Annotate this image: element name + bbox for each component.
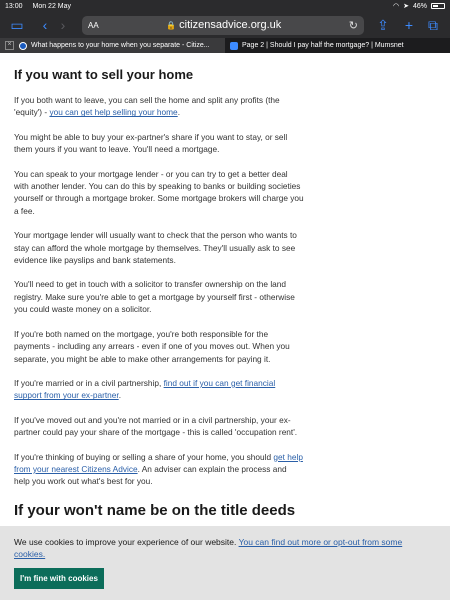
paragraph: If you're married or in a civil partnership, find out if you can get financial support from your ex-partner. bbox=[14, 377, 276, 401]
sidebar-icon[interactable]: ▭ bbox=[10, 17, 24, 33]
paragraph: You might be able to buy your ex-partner's share if you want to stay, or sell them yours if you want to leave. You'll need a mortgage. bbox=[14, 131, 288, 155]
forward-icon[interactable]: › bbox=[60, 17, 66, 33]
status-bar bbox=[0, 0, 450, 12]
status-right bbox=[393, 2, 445, 10]
citizens-advice-favicon-icon bbox=[19, 42, 27, 50]
cookie-message: We use cookies to improve your experience of our website. You can find out more or opt-out from some cookies. bbox=[14, 537, 403, 559]
status-date: Mon 22 May bbox=[32, 2, 72, 10]
financial-support-link[interactable]: find out if you can get financial support from your ex-partner bbox=[14, 377, 276, 401]
battery-icon bbox=[431, 3, 445, 9]
paragraph: If you both want to leave, you can sell the home and split any profits (the 'equity') - you can get help selling your home. bbox=[14, 95, 280, 118]
tab-mumsnet[interactable] bbox=[225, 38, 450, 53]
new-tab-icon[interactable]: + bbox=[404, 17, 414, 33]
url-text: citizensadvice.org.uk bbox=[179, 19, 282, 31]
tab-citizens-advice[interactable] bbox=[0, 38, 225, 53]
battery-percent: 46% bbox=[412, 2, 427, 10]
browser-toolbar bbox=[0, 12, 450, 38]
reader-aa-button[interactable]: AA bbox=[88, 20, 99, 30]
reload-icon[interactable]: ↻ bbox=[348, 19, 358, 32]
paragraph: You can speak to your mortgage lender - or you can try to get a better deal with another lender. You can do this by speaking to banks or building societies yourself or through a mortgage broker. Some mortgage brokers will charge you a fee. bbox=[14, 168, 304, 216]
paragraph: If you're both named on the mortgage, you're both responsible for the payments - including any arrears - even if one of you moves out. When you separate, you might be able to make other arrangements for paying it. bbox=[14, 328, 290, 364]
lock-icon: 🔒 bbox=[166, 21, 177, 30]
cookie-banner bbox=[0, 526, 450, 600]
next-section-heading: If your won't name be on the title deeds bbox=[14, 501, 296, 519]
address-url[interactable] bbox=[99, 19, 349, 31]
section-heading: If you want to sell your home bbox=[14, 67, 194, 82]
tab-strip bbox=[0, 38, 450, 53]
location-icon: ➤ bbox=[403, 3, 409, 10]
cookie-info-link[interactable]: You can find out more or opt-out from some cookies. bbox=[14, 537, 403, 559]
article-content bbox=[0, 53, 304, 519]
close-tab-icon[interactable]: × bbox=[5, 41, 14, 50]
citizens-advice-help-link[interactable]: get help from your nearest Citizens Advice bbox=[14, 451, 303, 474]
paragraph: You'll need to get in touch with a solicitor to transfer ownership on the land registry. Make sure you're able to get a mortgage by yourself first - otherwise you could waste money on a solicitor. bbox=[14, 279, 295, 315]
address-bar[interactable] bbox=[82, 16, 364, 35]
battery-fill bbox=[433, 5, 438, 7]
paragraph: If you're thinking of buying or selling a share of your home, you should get help from your nearest Citizens Advice. An adviser can explain the process and help you work out what's best for you. bbox=[14, 451, 303, 487]
tab-title: What happens to your home when you separate - Citize... bbox=[31, 42, 210, 49]
paragraph: Your mortgage lender will usually want to check that the person who wants to stay can afford the whole mortgage by themselves. They'll usually ask to see evidence like payslips and bank statements. bbox=[14, 230, 297, 266]
accept-cookies-button[interactable]: I'm fine with cookies bbox=[14, 568, 104, 589]
back-icon[interactable]: ‹ bbox=[42, 17, 48, 33]
sell-home-help-link[interactable]: you can get help selling your home bbox=[49, 107, 178, 118]
wifi-icon: ◠ bbox=[393, 3, 400, 10]
share-icon[interactable]: ⇪ bbox=[377, 17, 389, 33]
mumsnet-favicon-icon bbox=[230, 42, 238, 50]
paragraph: If you've moved out and you're not married or in a civil partnership, your ex-partner could pay your share of the mortgage - this is called 'occupation rent'. bbox=[14, 414, 298, 438]
status-time: 13:00 bbox=[5, 2, 23, 10]
tabs-overview-icon[interactable]: ⧉ bbox=[428, 17, 438, 33]
tab-title: Page 2 | Should I pay half the mortgage? | Mumsnet bbox=[242, 42, 404, 49]
status-left bbox=[5, 3, 79, 10]
